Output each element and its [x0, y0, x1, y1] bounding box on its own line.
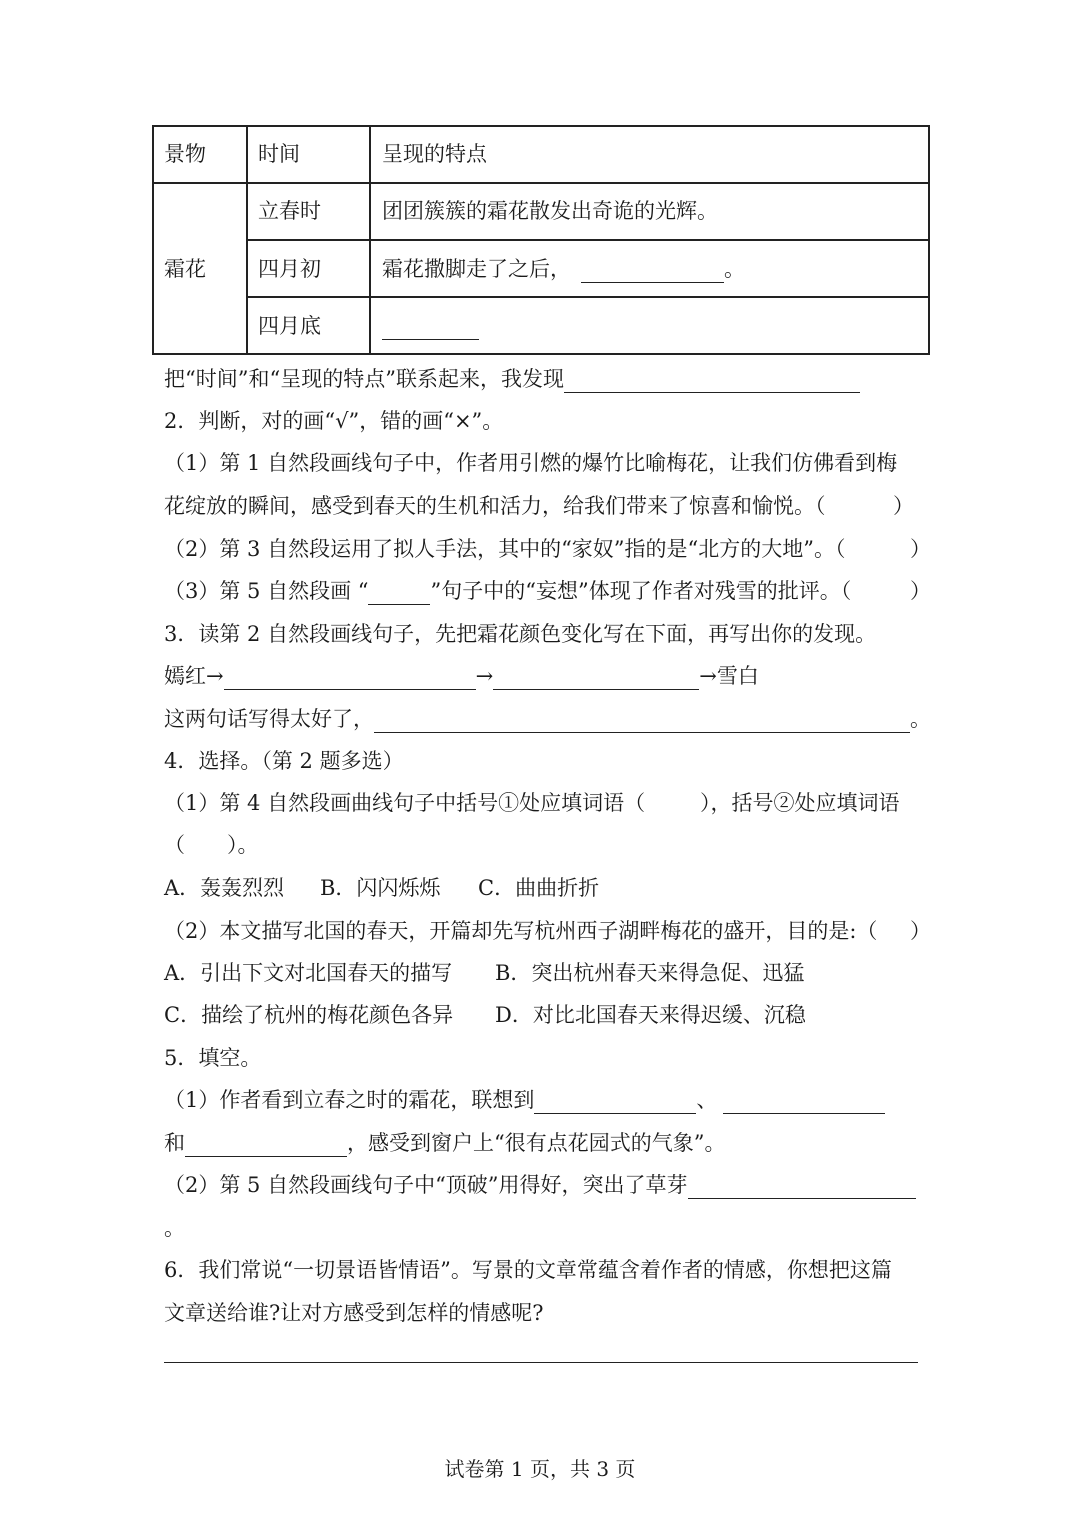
q4-option[interactable]: B．突出杭州春天来得急促、迅猛 — [495, 961, 805, 985]
q2-item3-b: ”句子中的“妄想”体现了作者对残雪的批评。（ — [430, 579, 852, 603]
table-header-scene: 景物 — [164, 142, 206, 166]
table-header-feature: 呈现的特点 — [382, 142, 487, 166]
q4-option[interactable]: B．闪闪烁烁 — [320, 876, 441, 900]
q3-title: 3．读第 2 自然段画线句子，先把霜花颜色变化写在下面，再写出你的发现。 — [164, 622, 877, 646]
q4-option[interactable]: A．引出下文对北国春天的描写 — [164, 961, 453, 985]
q4-item1-mid: ），括号②处应填词语 — [700, 791, 900, 815]
q5-title: 5．填空。 — [164, 1046, 262, 1070]
answer-paren-close: ） — [910, 579, 931, 603]
table-header-time: 时间 — [258, 142, 300, 166]
q2-item1-line1: （1）第 1 自然段画线句子中，作者用引燃的爆竹比喻梅花，让我们仿佛看到梅 — [164, 451, 898, 475]
table-row-time: 四月初 — [258, 257, 321, 281]
q2-item3-a: （3）第 5 自然段画 “ — [164, 579, 369, 603]
q2-item1-line2: 花绽放的瞬间，感受到春天的生机和活力，给我们带来了惊喜和愉悦。（ — [164, 494, 826, 518]
q2-item2: （2）第 3 自然段运用了拟人手法，其中的“家奴”指的是“北方的大地”。（ — [164, 537, 846, 561]
answer-blank[interactable] — [581, 260, 724, 283]
q4-option[interactable]: D．对比北国春天来得迟缓、沉稳 — [495, 1003, 806, 1027]
answer-blank[interactable] — [368, 586, 430, 605]
answer-paren-close: ） — [910, 919, 931, 943]
answer-blank[interactable] — [493, 667, 699, 690]
page-footer: 试卷第 1 页，共 3 页 — [444, 1457, 636, 1481]
q5-item1-b: 和 — [164, 1131, 185, 1155]
q3-discovery: 这两句话写得太好了， — [164, 707, 374, 731]
q4-option[interactable]: C．描绘了杭州的梅花颜色各异 — [164, 1003, 454, 1027]
answer-blank[interactable] — [374, 710, 910, 733]
q3-start-color: 嫣红→ — [164, 664, 224, 688]
answer-paren-close: ） — [910, 537, 931, 561]
q5-comma: 、 — [696, 1088, 718, 1112]
answer-blank[interactable] — [185, 1134, 347, 1157]
answer-blank[interactable] — [382, 317, 479, 340]
table-row-feature: 霜花撒脚走了之后， — [382, 257, 571, 281]
answer-line[interactable] — [164, 1362, 918, 1363]
q4-title: 4．选择。（第 2 题多选） — [164, 749, 404, 773]
q5-item1-c: ，感受到窗户上“很有点花园式的气象”。 — [347, 1131, 726, 1155]
q3-arrow: → — [475, 664, 494, 688]
q6-line2: 文章送给谁?让对方感受到怎样的情感呢? — [164, 1301, 544, 1325]
q6-line1: 6．我们常说“一切景语皆情语”。写景的文章常蕴含着作者的情感，你想把这篇 — [164, 1258, 892, 1282]
q4-item1-line1: （1）第 4 自然段画曲线句子中括号①处应填词语（ — [164, 791, 646, 815]
table-row-feature: 团团簇簇的霜花散发出奇诡的光辉。 — [382, 199, 718, 223]
q3-end-color: →雪白 — [699, 664, 759, 688]
q4-option[interactable]: C．曲曲折折 — [478, 876, 600, 900]
answer-blank[interactable] — [564, 370, 860, 393]
q2-title: 2．判断，对的画“√”，错的画“×”。 — [164, 409, 504, 433]
table-scene-cell: 霜花 — [164, 257, 206, 281]
answer-paren-close: ） — [893, 494, 914, 518]
answer-blank[interactable] — [688, 1176, 916, 1199]
q1-discovery-prompt: 把“时间”和“呈现的特点”联系起来，我发现 — [164, 367, 564, 391]
q4-item1-line2: （ ）。 — [164, 833, 259, 857]
q4-item2: （2）本文描写北国的春天，开篇却先写杭州西子湖畔梅花的盛开，目的是:（ — [164, 919, 878, 943]
answer-blank[interactable] — [534, 1091, 696, 1114]
q5-item2: （2）第 5 自然段画线句子中“顶破”用得好，突出了草芽 — [164, 1173, 688, 1197]
table-row-time: 四月底 — [258, 314, 321, 338]
answer-blank[interactable] — [723, 1091, 885, 1114]
answer-blank[interactable] — [224, 667, 476, 690]
q3-period: 。 — [910, 707, 931, 731]
table-row-time: 立春时 — [258, 199, 321, 223]
q4-option[interactable]: A．轰轰烈烈 — [164, 876, 285, 900]
q5-item1-a: （1）作者看到立春之时的霜花，联想到 — [164, 1088, 535, 1112]
q5-period: 。 — [164, 1216, 185, 1240]
table-row-feature-end: 。 — [724, 257, 745, 281]
